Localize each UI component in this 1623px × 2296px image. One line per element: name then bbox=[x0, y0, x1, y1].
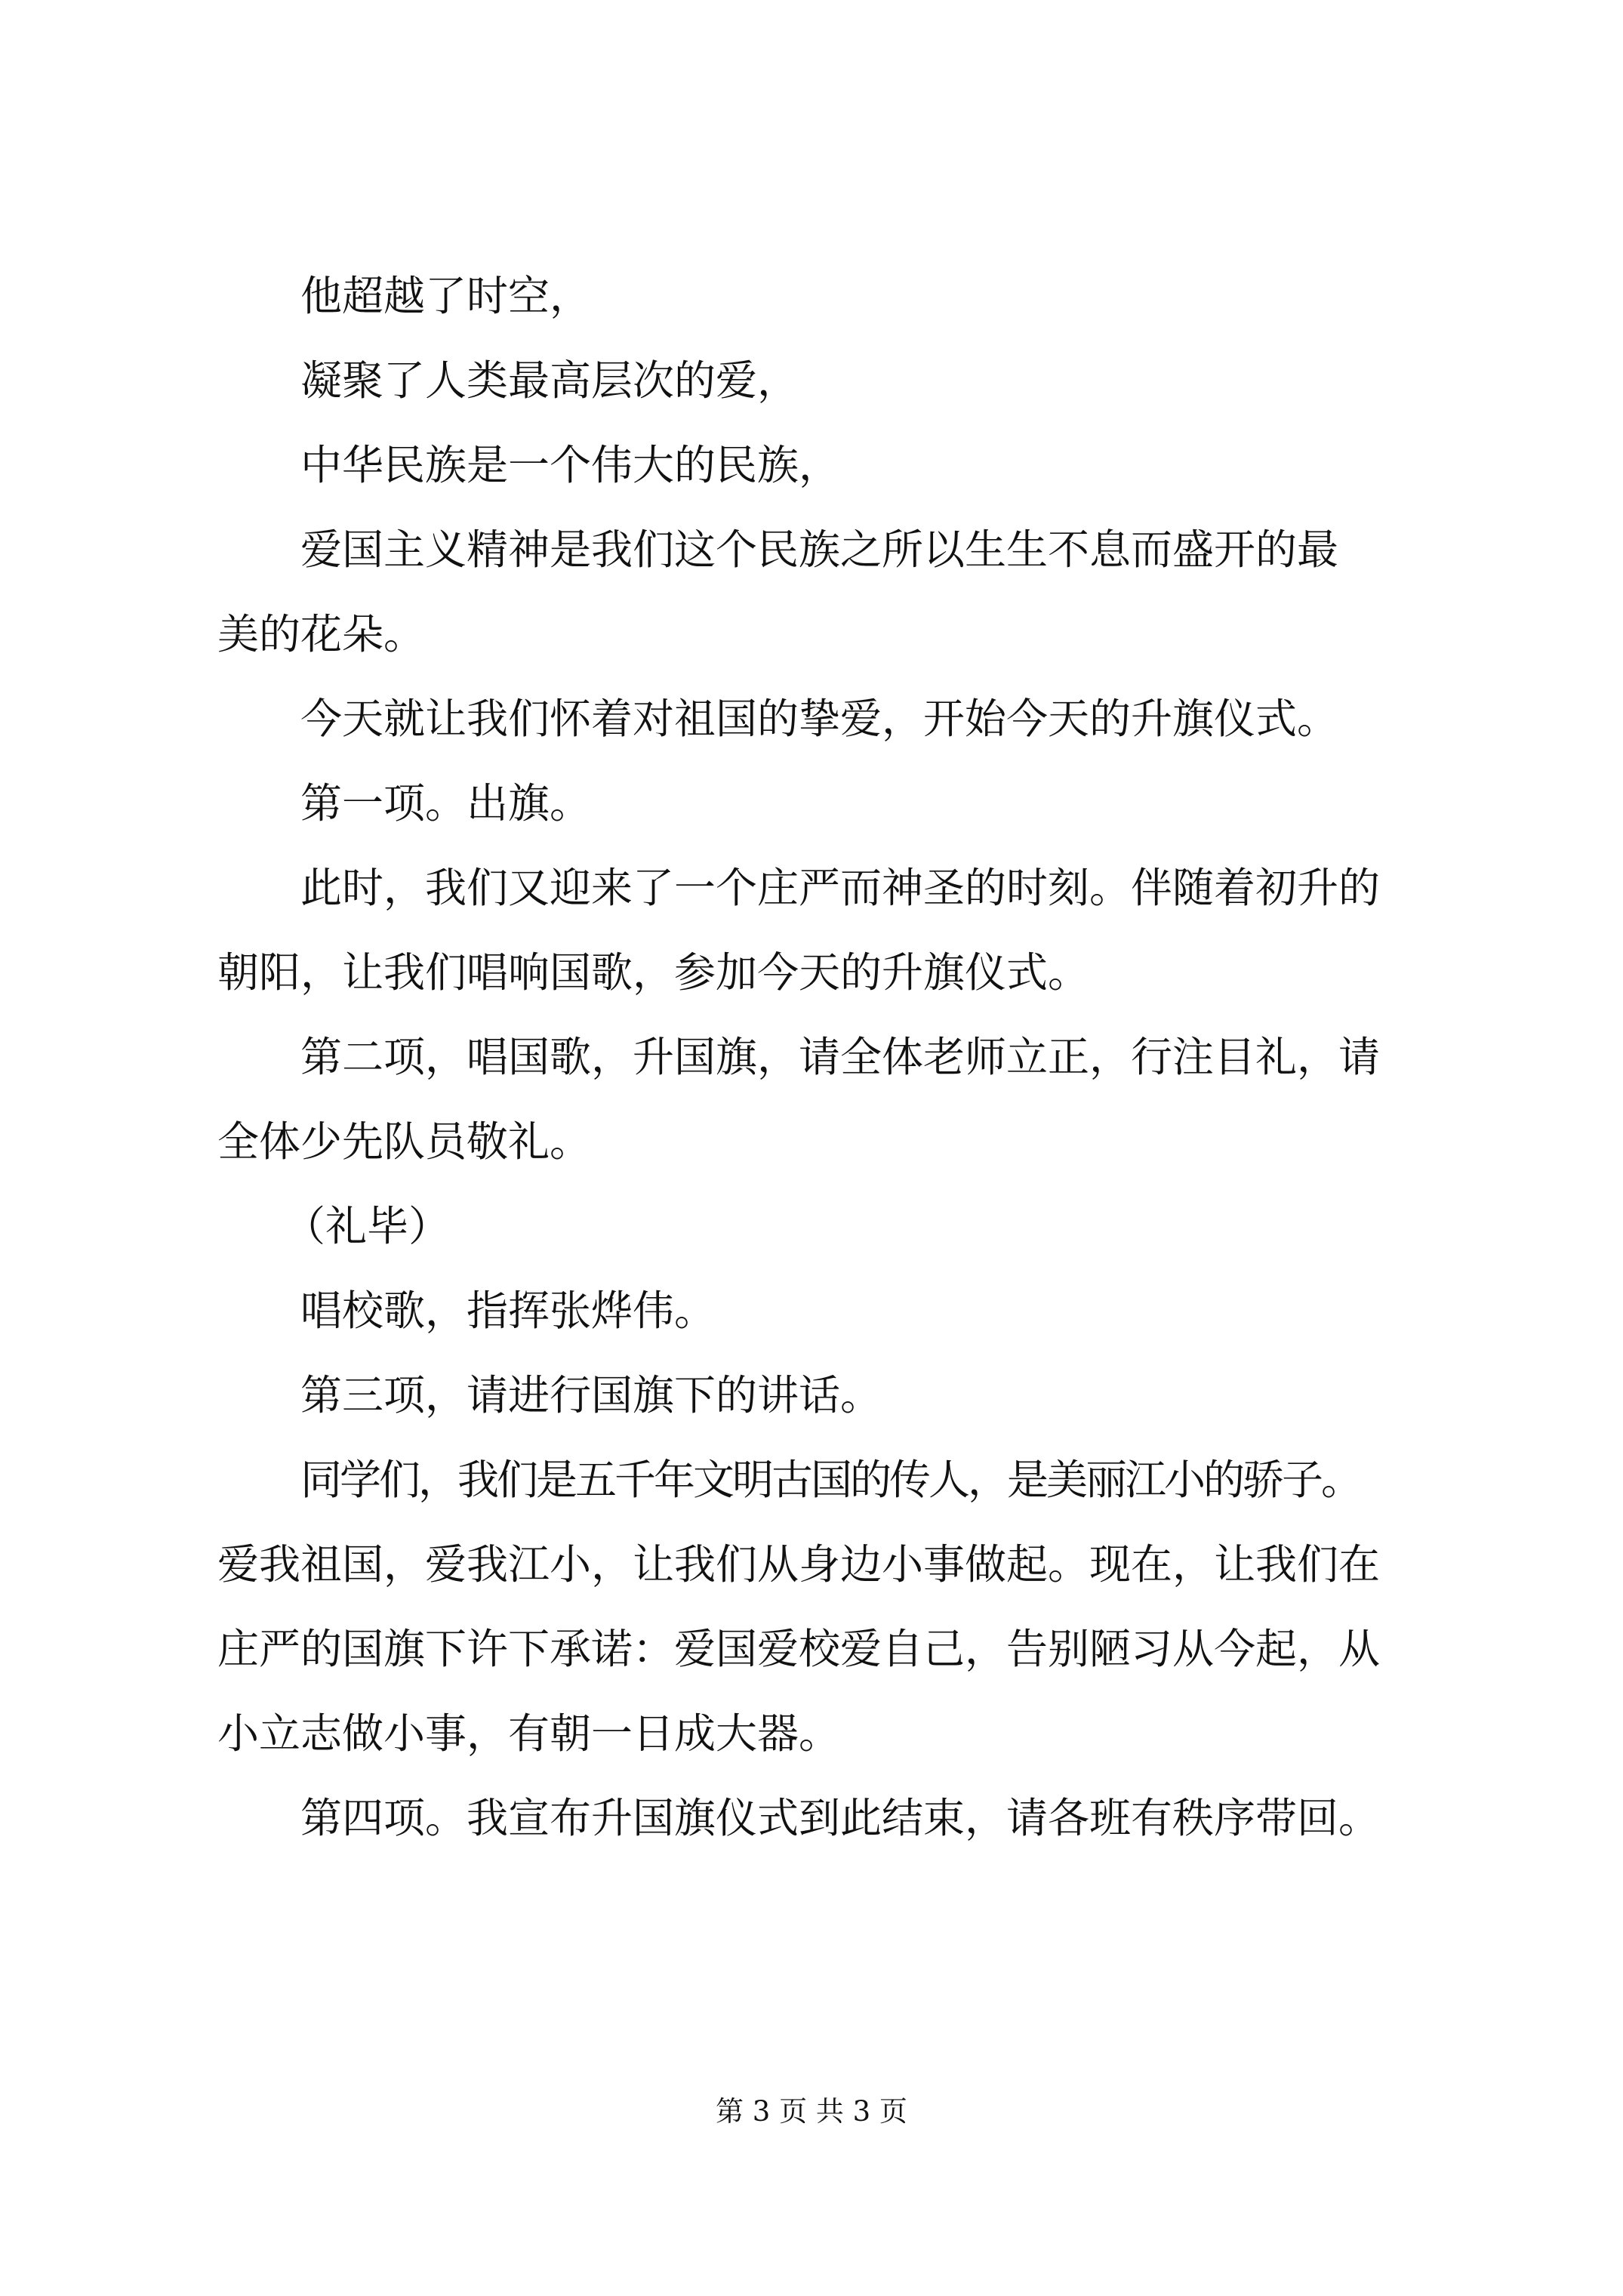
paragraph-line: 中华民族是一个伟大的民族， bbox=[300, 441, 841, 489]
paragraph-line: 同学们，我们是五千年文明古国的传人，是美丽江小的骄子。 bbox=[300, 1456, 1361, 1504]
paragraph-line: 他超越了时空， bbox=[300, 272, 592, 320]
paragraph-line: 唱校歌，指挥张烨伟。 bbox=[300, 1287, 716, 1335]
page-footer bbox=[0, 2093, 1623, 2131]
paragraph-line: 庄严的国旗下许下承诺：爱国爱校爱自己，告别陋习从今起，从 bbox=[217, 1625, 1381, 1673]
paragraph-line: （礼毕） bbox=[284, 1202, 451, 1250]
paragraph-line: 此时，我们又迎来了一个庄严而神圣的时刻。伴随着初升的 bbox=[300, 864, 1381, 912]
paragraph-line: 第三项，请进行国旗下的讲话。 bbox=[300, 1371, 882, 1419]
paragraph-line: 朝阳，让我们唱响国歌，参加今天的升旗仪式。 bbox=[217, 948, 1090, 997]
paragraph-line: 小立志做小事，有朝一日成大器。 bbox=[217, 1709, 841, 1758]
page-number-label: 第 3 页 共 3 页 bbox=[716, 2095, 907, 2128]
paragraph-line: 爱国主义精神是我们这个民族之所以生生不息而盛开的最 bbox=[300, 525, 1339, 574]
paragraph-line: 美的花朵。 bbox=[217, 610, 426, 658]
paragraph-line: 凝聚了人类最高层次的爱， bbox=[300, 356, 799, 405]
document-body bbox=[217, 254, 1425, 1860]
paragraph-line: 第二项，唱国歌，升国旗，请全体老师立正，行注目礼，请 bbox=[300, 1033, 1381, 1081]
paragraph-line: 全体少先队员敬礼。 bbox=[217, 1117, 592, 1166]
paragraph-line: 爱我祖国，爱我江小，让我们从身边小事做起。现在，让我们在 bbox=[217, 1540, 1381, 1589]
paragraph-line: 今天就让我们怀着对祖国的挚爱，开始今天的升旗仪式。 bbox=[300, 695, 1339, 743]
paragraph-line: 第一项。出旗。 bbox=[300, 779, 592, 827]
paragraph-line: 第四项。我宣布升国旗仪式到此结束，请各班有秩序带回。 bbox=[300, 1794, 1381, 1842]
